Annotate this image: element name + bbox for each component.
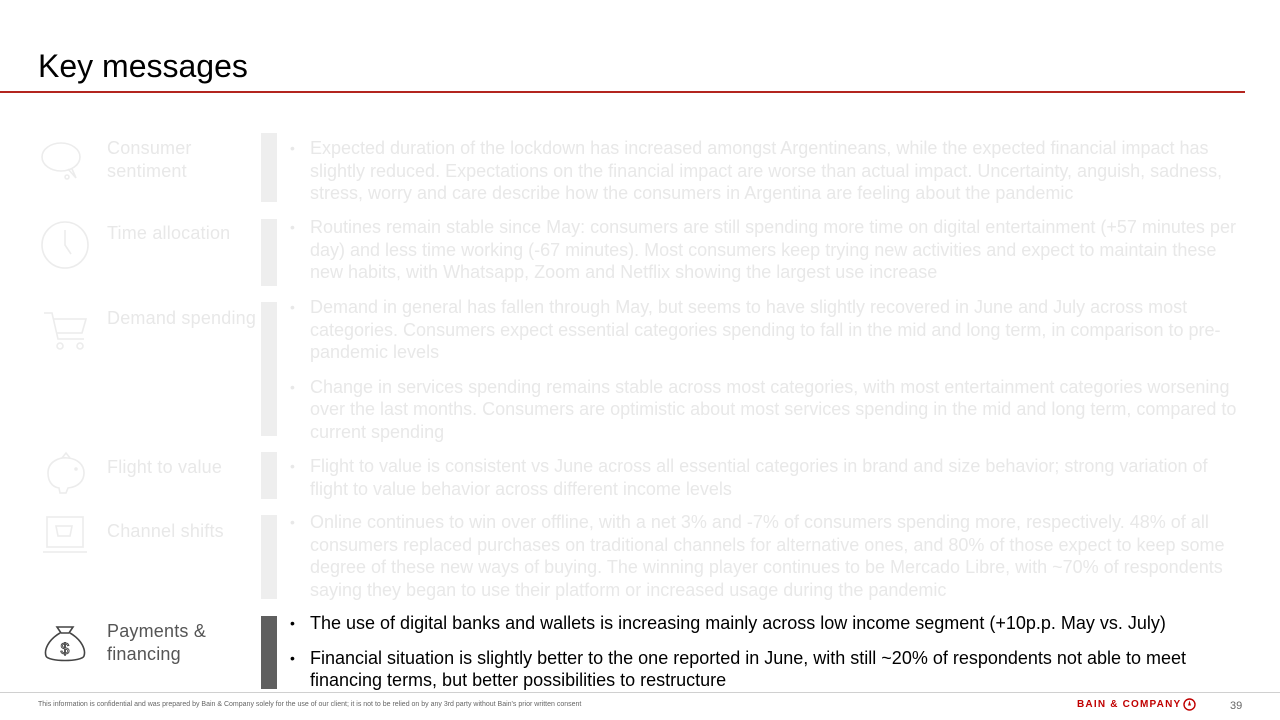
speech-bubble-icon <box>38 138 92 192</box>
page-title: Key messages <box>38 48 248 84</box>
company-logo: BAIN & COMPANY <box>1077 699 1182 710</box>
money-bag-icon <box>38 614 92 668</box>
bullet-list <box>290 455 1245 500</box>
bullet-list <box>290 612 1245 692</box>
bullet-item: • Demand in general has fallen through May, but seems to have slightly recovered in June and July across most categories. Consumers expect essential categories spending to fall in the mid and long term, in comparison to pre-pandemic levels <box>290 296 1245 364</box>
footer-divider <box>0 692 1280 693</box>
page-number: 39 <box>1230 700 1243 712</box>
bullet-item: • Routines remain stable since May: consumers are still spending more time on digital entertainment (+57 minutes per day) and less time working (-67 minutes). Most consumers keep trying new activities and expect to maintain these new habits, with Whatsapp, Zoom and Netflix showing the largest use increase <box>290 216 1245 284</box>
section-label: Channel shifts <box>107 521 224 541</box>
bullet-item: • Change in services spending remains stable across most categories, with most entertainment categories worsening over the last months. Consumers are optimistic about most services spending in the mid and long term, compared to current spending <box>290 376 1245 444</box>
bullet-item: • Flight to value is consistent vs June across all essential categories in brand and size behavior; strong variation of flight to value behavior across different income levels <box>290 455 1245 500</box>
section-bar <box>261 515 277 599</box>
bullet-list <box>290 137 1245 205</box>
svg-text:$: $ <box>60 641 70 658</box>
section-bar <box>261 452 277 499</box>
bullet-list <box>290 216 1245 284</box>
compass-logo-icon <box>1183 698 1196 711</box>
section-label: Demand spending <box>107 308 257 328</box>
bullet-item: • Expected duration of the lockdown has increased amongst Argentineans, while the expected financial impact has slightly reduced. Expectations on the financial impact are worse than actual impact. Uncertainty, anguish, sadness, stress, worry and care describe how the consumers in Argentina are feeling about the pandemic <box>290 137 1245 205</box>
piggy-bank-icon <box>38 447 92 501</box>
shopping-cart-icon <box>38 303 92 357</box>
confidentiality-disclaimer: This information is confidential and was prepared by Bain & Company solely for the use of our client; it is not to be relied on by any 3rd party without Bain's prior written consent <box>38 701 582 708</box>
bullet-item: • Online continues to win over offline, with a net 3% and -7% of consumers spending more, respectively. 48% of all consumers replaced purchases on traditional channels for alternative ones, and 80% of those expect to keep some degree of these new ways of buying. The winning player continues to be Mercado Libre, with ~70% of respondents saying they began to use their platform or increased usage during the pandemic <box>290 511 1245 601</box>
clock-icon <box>38 218 92 272</box>
section-bar <box>261 302 277 436</box>
section-bar <box>261 133 277 202</box>
title-divider <box>0 91 1245 93</box>
bullet-item: • The use of digital banks and wallets is increasing mainly across low income segment (+10p.p. May vs. July) <box>290 612 1245 635</box>
bullet-list <box>290 511 1245 601</box>
bullet-item: • Financial situation is slightly better to the one reported in June, with still ~20% of respondents not able to meet financing terms, but better possibilities to restructure <box>290 647 1245 692</box>
section-bar <box>261 616 277 689</box>
section-label: Payments & financing <box>107 621 207 664</box>
bullet-list <box>290 296 1245 443</box>
section-label: Consumer sentiment <box>107 138 192 181</box>
section-label: Time allocation <box>107 223 231 243</box>
section-label: Flight to value <box>107 457 223 477</box>
section-bar <box>261 219 277 286</box>
laptop-cart-icon <box>38 508 92 562</box>
